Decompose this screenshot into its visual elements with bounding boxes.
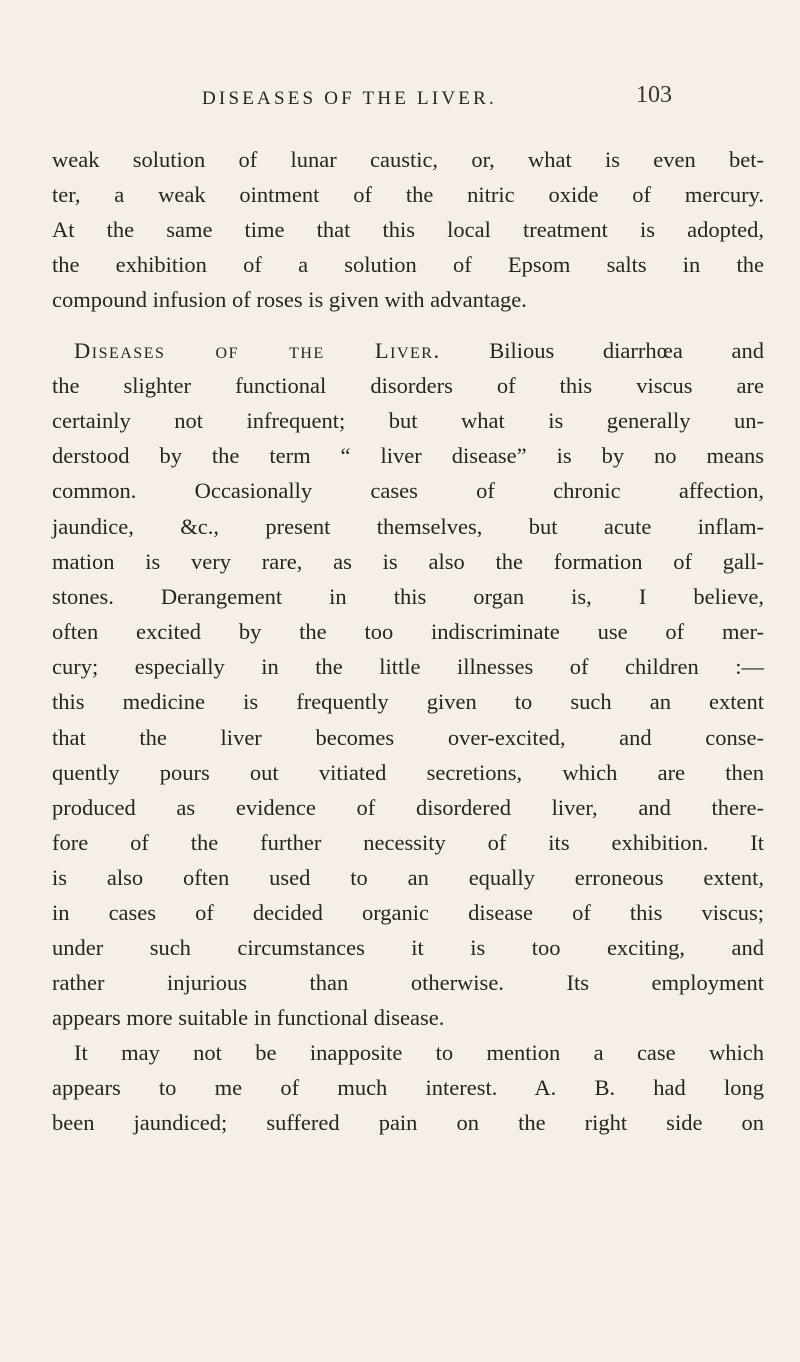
section-heading: Diseases of the Liver. bbox=[74, 338, 441, 363]
text-line: derstood by the term “ liver disease” is by no means bbox=[52, 443, 764, 468]
section-first-line bbox=[74, 340, 764, 363]
text-line: rather injurious than otherwise. Its employment bbox=[52, 970, 764, 995]
text-line-continuation: Bilious diarrhœa and bbox=[440, 338, 764, 363]
text-line: that the liver becomes over-excited, and conse- bbox=[52, 725, 764, 750]
text-line: appears more suitable in functional disease. bbox=[52, 1005, 445, 1030]
text-line: mation is very rare, as is also the formation of gall- bbox=[52, 549, 764, 574]
text-line: certainly not infrequent; but what is generally un- bbox=[52, 408, 764, 433]
text-line: quently pours out vitiated secretions, which are then bbox=[52, 760, 764, 785]
text-line: this medicine is frequently given to such an extent bbox=[52, 689, 764, 714]
text-line: At the same time that this local treatment is adopted, bbox=[52, 217, 764, 242]
text-line: appears to me of much interest. A. B. had long bbox=[52, 1075, 764, 1100]
text-line: the slighter functional disorders of this viscus are bbox=[52, 373, 764, 398]
text-line: compound infusion of roses is given with advantage. bbox=[52, 287, 527, 312]
text-line: produced as evidence of disordered liver, and there- bbox=[52, 795, 764, 820]
text-line: jaundice, &c., present themselves, but acute inflam- bbox=[52, 514, 764, 539]
text-line: is also often used to an equally erroneous extent, bbox=[52, 865, 764, 890]
running-title: DISEASES OF THE LIVER. bbox=[202, 88, 497, 109]
text-line: stones. Derangement in this organ is, I believe, bbox=[52, 584, 764, 609]
text-line: common. Occasionally cases of chronic affection, bbox=[52, 478, 764, 503]
text-line: been jaundiced; suffered pain on the right side on bbox=[52, 1110, 764, 1135]
text-line: the exhibition of a solution of Epsom salts in the bbox=[52, 252, 764, 277]
text-line: in cases of decided organic disease of this viscus; bbox=[52, 900, 764, 925]
text-line: under such circumstances it is too exciting, and bbox=[52, 935, 764, 960]
page-number: 103 bbox=[636, 82, 672, 108]
text-line: It may not be inapposite to mention a case which bbox=[74, 1040, 764, 1065]
text-line: fore of the further necessity of its exhibition. It bbox=[52, 830, 764, 855]
text-line: ter, a weak ointment of the nitric oxide of mercury. bbox=[52, 182, 764, 207]
text-line: weak solution of lunar caustic, or, what is even bet- bbox=[52, 147, 764, 172]
text-line: often excited by the too indiscriminate use of mer- bbox=[52, 619, 764, 644]
text-line: cury; especially in the little illnesses of children :— bbox=[52, 654, 764, 679]
